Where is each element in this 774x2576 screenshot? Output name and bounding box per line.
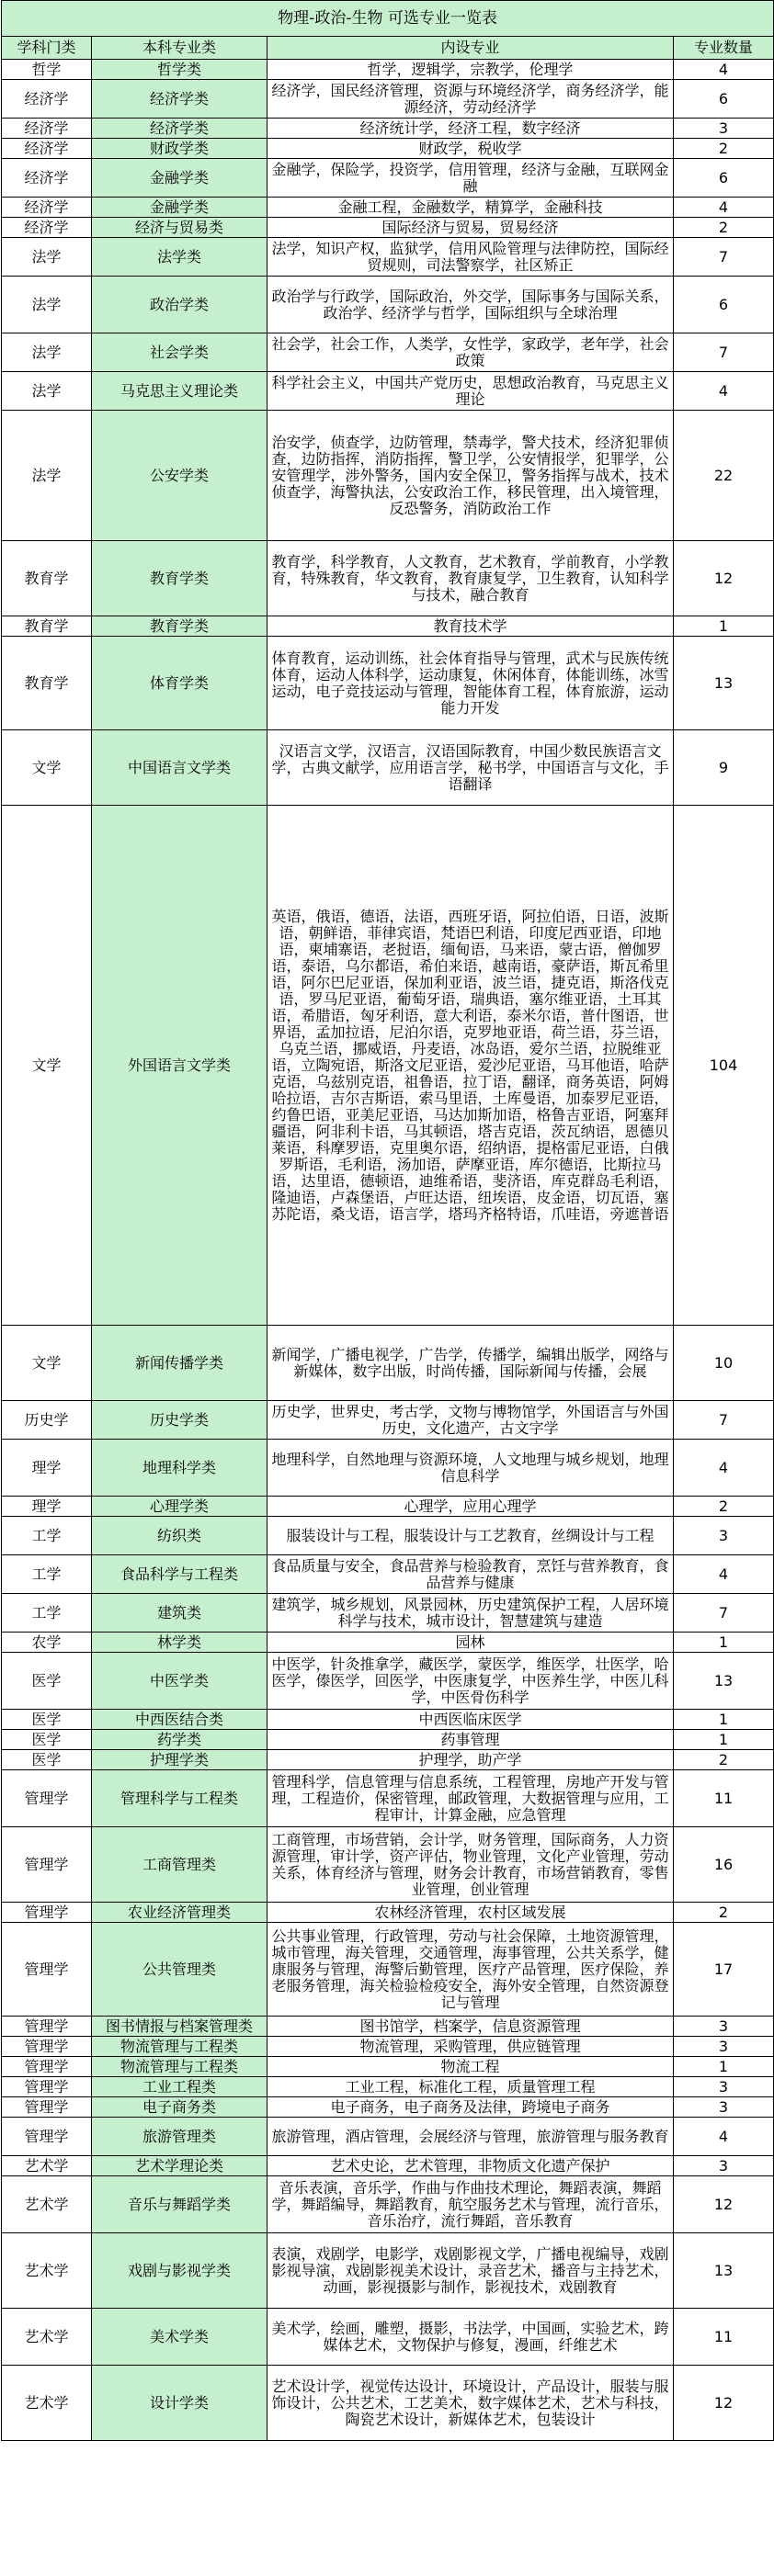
discipline-cell: 管理学 — [2, 2037, 92, 2057]
count-cell: 10 — [674, 1326, 774, 1401]
discipline-cell: 理学 — [2, 1440, 92, 1497]
table-row — [2, 2176, 774, 2233]
category-cell: 教育学类 — [92, 541, 267, 616]
count-cell: 4 — [674, 60, 774, 80]
table-row — [2, 1633, 774, 1653]
table-row — [2, 2118, 774, 2156]
table-row — [2, 806, 774, 1326]
count-cell: 13 — [674, 637, 774, 730]
count-cell: 4 — [674, 2118, 774, 2156]
majors-cell: 国际经济与贸易，贸易经济 — [267, 218, 674, 238]
discipline-cell: 农学 — [2, 1633, 92, 1653]
discipline-cell: 管理学 — [2, 2097, 92, 2118]
majors-cell: 经济统计学，经济工程，数字经济 — [267, 119, 674, 139]
table-row — [2, 139, 774, 159]
majors-cell: 哲学，逻辑学，宗教学，伦理学 — [267, 60, 674, 80]
discipline-cell: 法学 — [2, 372, 92, 411]
count-cell: 2 — [674, 218, 774, 238]
majors-cell: 科学社会主义，中国共产党历史，思想政治教育，马克思主义理论 — [267, 372, 674, 411]
table-row — [2, 1401, 774, 1440]
category-cell: 药学类 — [92, 1730, 267, 1750]
table-title: 物理-政治-生物 可选专业一览表 — [2, 1, 774, 37]
majors-cell: 药事管理 — [267, 1730, 674, 1750]
discipline-cell: 艺术学 — [2, 2366, 92, 2441]
category-cell: 历史学类 — [92, 1401, 267, 1440]
count-cell: 6 — [674, 80, 774, 119]
majors-cell: 新闻学，广播电视学，广告学，传播学，编辑出版学，网络与新媒体，数字出版，时尚传播，国际新闻与传播，会展 — [267, 1326, 674, 1401]
majors-cell: 食品质量与安全，食品营养与检验教育，烹饪与营养教育，食品营养与健康 — [267, 1555, 674, 1594]
count-cell: 3 — [674, 2037, 774, 2057]
table-row — [2, 1750, 774, 1770]
header-row — [2, 37, 774, 60]
discipline-cell: 医学 — [2, 1730, 92, 1750]
discipline-cell: 管理学 — [2, 2057, 92, 2077]
header-count: 专业数量 — [674, 37, 774, 60]
discipline-cell: 管理学 — [2, 1903, 92, 1923]
discipline-cell: 文学 — [2, 730, 92, 806]
discipline-cell: 管理学 — [2, 1770, 92, 1827]
majors-cell: 金融工程，金融数学，精算学，金融科技 — [267, 198, 674, 218]
category-cell: 物流管理与工程类 — [92, 2037, 267, 2057]
table-row — [2, 637, 774, 730]
table-row — [2, 1555, 774, 1594]
majors-cell: 法学，知识产权，监狱学，信用风险管理与法律防控，国际经贸规则，司法警察学，社区矫正 — [267, 238, 674, 277]
category-cell: 体育学类 — [92, 637, 267, 730]
table-row — [2, 2097, 774, 2118]
count-cell: 1 — [674, 1710, 774, 1730]
table-row — [2, 159, 774, 198]
category-cell: 心理学类 — [92, 1497, 267, 1517]
majors-cell: 美术学，绘画，雕塑，摄影，书法学，中国画，实验艺术，跨媒体艺术，文物保护与修复，漫画，纤维艺术 — [267, 2309, 674, 2366]
majors-cell: 政治学与行政学，国际政治，外交学，国际事务与国际关系，政治学、经济学与哲学，国际组织与全球治理 — [267, 277, 674, 333]
majors-cell: 农林经济管理，农村区域发展 — [267, 1903, 674, 1923]
table-row — [2, 80, 774, 119]
category-cell: 建筑类 — [92, 1594, 267, 1633]
category-cell: 管理科学与工程类 — [92, 1770, 267, 1827]
count-cell: 12 — [674, 541, 774, 616]
category-cell: 地理科学类 — [92, 1440, 267, 1497]
majors-cell: 园林 — [267, 1633, 674, 1653]
count-cell: 9 — [674, 730, 774, 806]
count-cell: 3 — [674, 2156, 774, 2176]
count-cell: 1 — [674, 2057, 774, 2077]
table-row — [2, 2309, 774, 2366]
count-cell: 104 — [674, 806, 774, 1326]
discipline-cell: 工学 — [2, 1594, 92, 1633]
category-cell: 公共管理类 — [92, 1923, 267, 2017]
majors-cell: 地理科学，自然地理与资源环境，人文地理与城乡规划，地理信息科学 — [267, 1440, 674, 1497]
discipline-cell: 管理学 — [2, 1827, 92, 1903]
count-cell: 11 — [674, 1770, 774, 1827]
count-cell: 3 — [674, 1517, 774, 1555]
category-cell: 哲学类 — [92, 60, 267, 80]
majors-cell: 金融学，保险学，投资学，信用管理，经济与金融，互联网金融 — [267, 159, 674, 198]
table-row — [2, 1730, 774, 1750]
category-cell: 财政学类 — [92, 139, 267, 159]
majors-cell: 护理学，助产学 — [267, 1750, 674, 1770]
table-row — [2, 1903, 774, 1923]
category-cell: 政治学类 — [92, 277, 267, 333]
majors-cell: 公共事业管理，行政管理，劳动与社会保障，土地资源管理，城市管理，海关管理，交通管理，海事管理，公共关系学，健康服务与管理，海警后勤管理，医疗产品管理，医疗保险，养老服务管理，海关检验检疫安全，海外安全管理，自然资源登记与管理 — [267, 1923, 674, 2017]
table-row — [2, 2156, 774, 2176]
majors-cell: 治安学，侦查学，边防管理，禁毒学，警犬技术，经济犯罪侦查，边防指挥，消防指挥，警卫学，公安情报学，犯罪学，公安管理学，涉外警务，国内安全保卫，警务指挥与战术，技术侦查学，海警执法，公安政治工作，移民管理，出入境管理，反恐警务，消防政治工作 — [267, 411, 674, 541]
table-row — [2, 1326, 774, 1401]
discipline-cell: 历史学 — [2, 1401, 92, 1440]
majors-cell: 英语，俄语，德语，法语，西班牙语，阿拉伯语，日语，波斯语，朝鲜语，菲律宾语，梵语巴利语，印度尼西亚语，印地语，柬埔寨语，老挝语，缅甸语，马来语，蒙古语，僧伽罗语，泰语，乌尔都语，希伯来语，越南语，豪萨语，斯瓦希里语，阿尔巴尼亚语，保加利亚语，波兰语，捷克语，斯洛伐克语，罗马尼亚语，葡萄牙语，瑞典语，塞尔维亚语，土耳其语，希腊语，匈牙利语，意大利语，泰米尔语，普什图语，世界语，孟加拉语，尼泊尔语，克罗地亚语，荷兰语，芬兰语，乌克兰语，挪威语，丹麦语，冰岛语，爱尔兰语，拉脱维亚语，立陶宛语，斯洛文尼亚语，爱沙尼亚语，马耳他语，哈萨克语，乌兹别克语，祖鲁语，拉丁语，翻译，商务英语，阿姆哈拉语，吉尔吉斯语，索马里语，土库曼语，加泰罗尼亚语，约鲁巴语，亚美尼亚语，马达加斯加语，格鲁吉亚语，阿塞拜疆语，阿非利卡语，马其顿语，塔吉克语，茨瓦纳语，恩德贝莱语，科摩罗语，克里奥尔语，绍纳语，提格雷尼亚语，白俄罗斯语，毛利语，汤加语，萨摩亚语，库尔德语，比斯拉马语，达里语，德顿语，迪维希语，斐济语，库克群岛毛利语，隆迪语，卢森堡语，卢旺达语，纽埃语，皮金语，切瓦语，塞苏陀语，桑戈语，语言学，塔玛齐格特语，爪哇语，旁遮普语 — [267, 806, 674, 1326]
category-cell: 音乐与舞蹈学类 — [92, 2176, 267, 2233]
category-cell: 经济学类 — [92, 119, 267, 139]
table-row — [2, 2366, 774, 2441]
table-row — [2, 2057, 774, 2077]
count-cell: 4 — [674, 372, 774, 411]
table-row — [2, 1440, 774, 1497]
discipline-cell: 教育学 — [2, 637, 92, 730]
table-row — [2, 218, 774, 238]
majors-cell: 物流管理，采购管理，供应链管理 — [267, 2037, 674, 2057]
category-cell: 工业工程类 — [92, 2077, 267, 2097]
majors-cell: 中西医临床医学 — [267, 1710, 674, 1730]
category-cell: 新闻传播学类 — [92, 1326, 267, 1401]
majors-cell: 建筑学，城乡规划，风景园林，历史建筑保护工程，人居环境科学与技术，城市设计，智慧建筑与建造 — [267, 1594, 674, 1633]
category-cell: 经济学类 — [92, 80, 267, 119]
discipline-cell: 教育学 — [2, 541, 92, 616]
count-cell: 22 — [674, 411, 774, 541]
discipline-cell: 教育学 — [2, 616, 92, 637]
discipline-cell: 文学 — [2, 806, 92, 1326]
category-cell: 马克思主义理论类 — [92, 372, 267, 411]
discipline-cell: 法学 — [2, 277, 92, 333]
majors-cell: 教育学，科学教育，人文教育，艺术教育，学前教育，小学教育，特殊教育，华文教育，教育康复学，卫生教育，认知科学与技术，融合教育 — [267, 541, 674, 616]
table-row — [2, 616, 774, 637]
discipline-cell: 管理学 — [2, 2077, 92, 2097]
category-cell: 戏剧与影视学类 — [92, 2233, 267, 2309]
discipline-cell: 法学 — [2, 238, 92, 277]
table-row — [2, 1594, 774, 1633]
table-row — [2, 2233, 774, 2309]
category-cell: 艺术学理论类 — [92, 2156, 267, 2176]
category-cell: 金融学类 — [92, 198, 267, 218]
discipline-cell: 哲学 — [2, 60, 92, 80]
category-cell: 纺织类 — [92, 1517, 267, 1555]
majors-cell: 中医学，针灸推拿学，藏医学，蒙医学，维医学，壮医学，哈医学，傣医学，回医学，中医康复学，中医养生学，中医儿科学，中医骨伤科学 — [267, 1653, 674, 1710]
majors-cell: 心理学，应用心理学 — [267, 1497, 674, 1517]
discipline-cell: 经济学 — [2, 159, 92, 198]
discipline-cell: 医学 — [2, 1750, 92, 1770]
category-cell: 图书情报与档案管理类 — [92, 2017, 267, 2037]
majors-cell: 管理科学，信息管理与信息系统，工程管理，房地产开发与管理，工程造价，保密管理，邮政管理，大数据管理与应用，工程审计，计算金融，应急管理 — [267, 1770, 674, 1827]
majors-cell: 体育教育，运动训练，社会体育指导与管理，武术与民族传统体育，运动人体科学，运动康复，休闲体育，体能训练，冰雪运动，电子竞技运动与管理，智能体育工程，体育旅游，运动能力开发 — [267, 637, 674, 730]
table-row — [2, 1653, 774, 1710]
count-cell: 2 — [674, 1497, 774, 1517]
majors-cell: 表演，戏剧学，电影学，戏剧影视文学，广播电视编导，戏剧影视导演，戏剧影视美术设计，录音艺术，播音与主持艺术，动画，影视摄影与制作，影视技术，戏剧教育 — [267, 2233, 674, 2309]
count-cell: 1 — [674, 1730, 774, 1750]
category-cell: 外国语言文学类 — [92, 806, 267, 1326]
majors-cell: 汉语言文学，汉语言，汉语国际教育，中国少数民族语言文学，古典文献学，应用语言学，秘书学，中国语言与文化，手语翻译 — [267, 730, 674, 806]
discipline-cell: 艺术学 — [2, 2156, 92, 2176]
category-cell: 工商管理类 — [92, 1827, 267, 1903]
discipline-cell: 管理学 — [2, 1923, 92, 2017]
category-cell: 林学类 — [92, 1633, 267, 1653]
count-cell: 1 — [674, 1633, 774, 1653]
category-cell: 物流管理与工程类 — [92, 2057, 267, 2077]
majors-cell: 艺术史论，艺术管理，非物质文化遗产保护 — [267, 2156, 674, 2176]
title-row — [2, 1, 774, 37]
majors-cell: 物流工程 — [267, 2057, 674, 2077]
discipline-cell: 工学 — [2, 1517, 92, 1555]
majors-cell: 经济学，国民经济管理，资源与环境经济学，商务经济学，能源经济，劳动经济学 — [267, 80, 674, 119]
count-cell: 7 — [674, 333, 774, 372]
majors-cell: 工业工程，标准化工程，质量管理工程 — [267, 2077, 674, 2097]
table-row — [2, 198, 774, 218]
majors-cell: 教育技术学 — [267, 616, 674, 637]
discipline-cell: 文学 — [2, 1326, 92, 1401]
table-row — [2, 1497, 774, 1517]
count-cell: 3 — [674, 119, 774, 139]
category-cell: 美术学类 — [92, 2309, 267, 2366]
count-cell: 6 — [674, 277, 774, 333]
count-cell: 1 — [674, 616, 774, 637]
table-row — [2, 333, 774, 372]
majors-cell: 社会学，社会工作，人类学，女性学，家政学，老年学，社会政策 — [267, 333, 674, 372]
category-cell: 中医学类 — [92, 1653, 267, 1710]
count-cell: 7 — [674, 1401, 774, 1440]
count-cell: 12 — [674, 2366, 774, 2441]
table-row — [2, 372, 774, 411]
count-cell: 7 — [674, 1594, 774, 1633]
table-row — [2, 1923, 774, 2017]
table-row — [2, 2037, 774, 2057]
category-cell: 金融学类 — [92, 159, 267, 198]
majors-cell: 旅游管理，酒店管理，会展经济与管理，旅游管理与服务教育 — [267, 2118, 674, 2156]
count-cell: 17 — [674, 1923, 774, 2017]
discipline-cell: 医学 — [2, 1710, 92, 1730]
discipline-cell: 管理学 — [2, 2118, 92, 2156]
majors-cell: 历史学，世界史，考古学，文物与博物馆学，外国语言与外国历史，文化遗产，古文字学 — [267, 1401, 674, 1440]
table-row — [2, 2017, 774, 2037]
category-cell: 社会学类 — [92, 333, 267, 372]
count-cell: 12 — [674, 2176, 774, 2233]
majors-cell: 音乐表演，音乐学，作曲与作曲技术理论，舞蹈表演，舞蹈学，舞蹈编导，舞蹈教育，航空服务艺术与管理，流行音乐，音乐治疗，流行舞蹈，音乐教育 — [267, 2176, 674, 2233]
discipline-cell: 经济学 — [2, 218, 92, 238]
count-cell: 13 — [674, 2233, 774, 2309]
table-row — [2, 1517, 774, 1555]
count-cell: 3 — [674, 2077, 774, 2097]
discipline-cell: 法学 — [2, 411, 92, 541]
discipline-cell: 艺术学 — [2, 2233, 92, 2309]
category-cell: 电子商务类 — [92, 2097, 267, 2118]
majors-cell: 工商管理，市场营销，会计学，财务管理，国际商务，人力资源管理，审计学，资产评估，物业管理，文化产业管理，劳动关系，体育经济与管理，财务会计教育，市场营销教育，零售业管理，创业管理 — [267, 1827, 674, 1903]
table-row — [2, 541, 774, 616]
count-cell: 2 — [674, 1903, 774, 1923]
majors-cell: 财政学，税收学 — [267, 139, 674, 159]
majors-cell: 艺术设计学，视觉传达设计，环境设计，产品设计，服装与服饰设计，公共艺术，工艺美术，数字媒体艺术，艺术与科技，陶瓷艺术设计，新媒体艺术，包装设计 — [267, 2366, 674, 2441]
count-cell: 16 — [674, 1827, 774, 1903]
category-cell: 设计学类 — [92, 2366, 267, 2441]
discipline-cell: 工学 — [2, 1555, 92, 1594]
category-cell: 公安学类 — [92, 411, 267, 541]
count-cell: 3 — [674, 2097, 774, 2118]
discipline-cell: 理学 — [2, 1497, 92, 1517]
header-majors: 内设专业 — [267, 37, 674, 60]
category-cell: 法学类 — [92, 238, 267, 277]
category-cell: 经济与贸易类 — [92, 218, 267, 238]
table-row — [2, 2077, 774, 2097]
count-cell: 4 — [674, 198, 774, 218]
table-row — [2, 411, 774, 541]
majors-table — [1, 0, 774, 2441]
discipline-cell: 艺术学 — [2, 2176, 92, 2233]
count-cell: 4 — [674, 1440, 774, 1497]
count-cell: 11 — [674, 2309, 774, 2366]
count-cell: 13 — [674, 1653, 774, 1710]
count-cell: 4 — [674, 1555, 774, 1594]
discipline-cell: 经济学 — [2, 139, 92, 159]
header-discipline: 学科门类 — [2, 37, 92, 60]
count-cell: 2 — [674, 139, 774, 159]
count-cell: 3 — [674, 2017, 774, 2037]
table-row — [2, 277, 774, 333]
discipline-cell: 管理学 — [2, 2017, 92, 2037]
discipline-cell: 医学 — [2, 1653, 92, 1710]
category-cell: 护理学类 — [92, 1750, 267, 1770]
category-cell: 食品科学与工程类 — [92, 1555, 267, 1594]
majors-cell: 电子商务，电子商务及法律，跨境电子商务 — [267, 2097, 674, 2118]
category-cell: 教育学类 — [92, 616, 267, 637]
count-cell: 7 — [674, 238, 774, 277]
count-cell: 6 — [674, 159, 774, 198]
table-row — [2, 730, 774, 806]
table-row — [2, 1770, 774, 1827]
discipline-cell: 经济学 — [2, 198, 92, 218]
discipline-cell: 经济学 — [2, 119, 92, 139]
table-row — [2, 238, 774, 277]
discipline-cell: 艺术学 — [2, 2309, 92, 2366]
category-cell: 中西医结合类 — [92, 1710, 267, 1730]
discipline-cell: 经济学 — [2, 80, 92, 119]
category-cell: 旅游管理类 — [92, 2118, 267, 2156]
majors-cell: 图书馆学，档案学，信息资源管理 — [267, 2017, 674, 2037]
count-cell: 2 — [674, 1750, 774, 1770]
table-row — [2, 1827, 774, 1903]
discipline-cell: 法学 — [2, 333, 92, 372]
category-cell: 农业经济管理类 — [92, 1903, 267, 1923]
majors-cell: 服装设计与工程，服装设计与工艺教育，丝绸设计与工程 — [267, 1517, 674, 1555]
table-row — [2, 60, 774, 80]
header-category: 本科专业类 — [92, 37, 267, 60]
table-row — [2, 1710, 774, 1730]
table-row — [2, 119, 774, 139]
category-cell: 中国语言文学类 — [92, 730, 267, 806]
